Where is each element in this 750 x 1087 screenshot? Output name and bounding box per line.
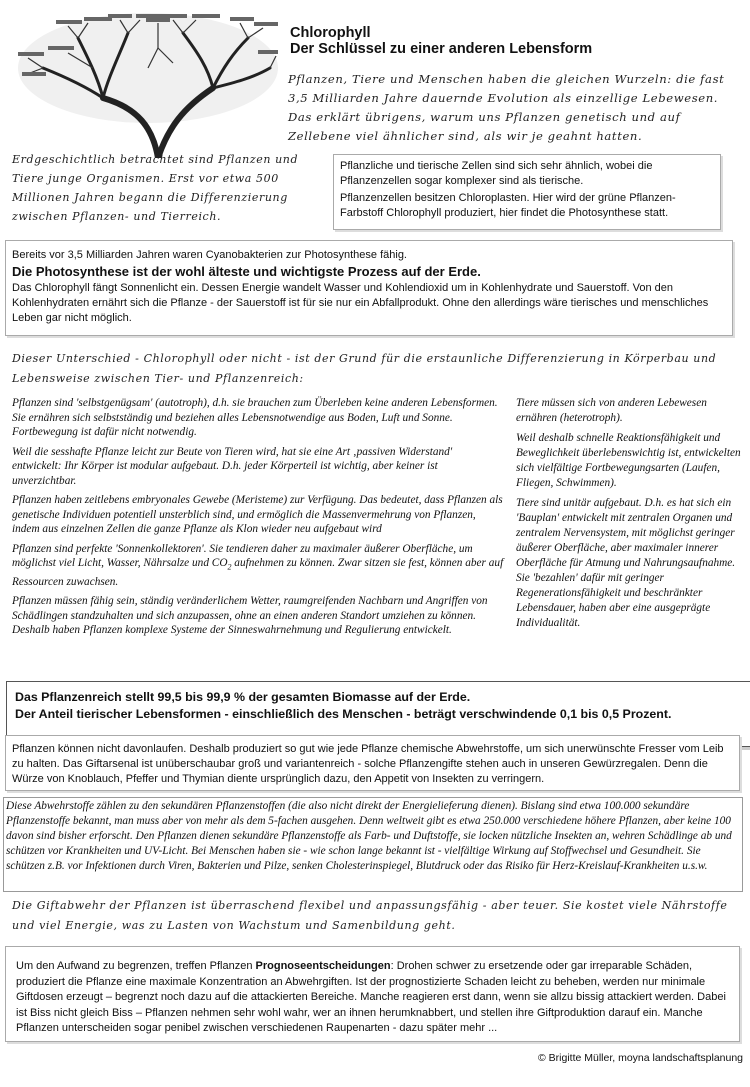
plants-paragraph-4-end: aufnehmen zu können. Zwar sitzen sie fest, können aber auf Ressourcen zuwachsen.: [12, 557, 504, 588]
plants-paragraph-1: Pflanzen sind 'selbstgenügsam' (autotroph), d.h. sie brauchen zum Überleben keine anderen Lebensformen. Sie ernähren sich selbstständig und beziehen alles Lebensnotwendige aus Boden, Luft und Sonne. Fortbewegung ist dafür nicht notwendig.: [12, 397, 498, 438]
prognosis-text-end: : Drohen schwer zu ersetzende oder gar irreparable Schäden, produziert die Pflanze eine maximale Konzentration an Abwehrgiften. Ist der prognostizierte Schaden leicht zu beheben, werden nur minimale Giftdosen erzeugt – begrenzt noch dazu auf die attackierten Bereiche. Manche reagieren erst dann, wenn sie allzu bissig attackiert werden. Dabei ist Biss nicht gleich Biss – Pflanzen nehmen sehr wohl wahr, wer an ihnen herumknabbert, und stellen ihre Giftproduktion darauf ein. Manche Pflanzen unterscheiden sogar penibel zwischen verschiedenen Raupenarten - dazu später mehr ...: [16, 960, 726, 1034]
plants-paragraph-4-start: Pflanzen sind perfekte 'Sonnenkollektoren'. Sie tendieren daher zu maximaler äußerer Oberfläche, um möglichst viel Licht, Wasser, Nährsalze und CO: [12, 542, 473, 569]
plants-column: [12, 396, 504, 643]
plants-paragraph-2: Weil die sesshafte Pflanze leicht zur Beute von Tieren wird, hat sie eine Art ‚passiven Widerstand' entwickelt: Ihr Körper ist modular aufgebaut. D.h. jeder Körperteil ist wichtig, aber keiner ist unverzichtbar.: [12, 445, 453, 487]
animals-column: [516, 396, 744, 636]
prognosis-text-start: Um den Aufwand zu begrenzen, treffen Pflanzen: [16, 960, 256, 972]
biomass-line-2: Der Anteil tierischer Lebensformen - einschließlich des Menschen - beträgt verschwindende 0,1 bis 0,5 Prozent.: [15, 707, 672, 721]
defense-box: [5, 735, 740, 791]
copyright-notice: © Brigitte Müller, moyna landschaftsplanung: [538, 1052, 744, 1064]
animals-paragraph-2: Weil deshalb schnelle Reaktionsfähigkeit und Beweglichkeit überlebenswichtig ist, entwickelten sich vielfältige Fortbewegungsarten (Laufen, Fliegen, Schwimmen).: [516, 432, 741, 489]
cell-comparison-box: [333, 154, 721, 230]
secondary-substances-text: Diese Abwehrstoffe zählen zu den sekundären Pflanzenstoffen (die also nicht direkt der Energielieferung dienen). Bislang sind etwa 100.000 sekundäre Pflanzenstoffe bekannt, man muss aber von mehr als dem 5-fachen ausgehen. Denn weltweit gibt es etwa 250.000 verschiedene höhere Pflanzen, aber keine 100 davon sind bisher erforscht. Den Pflanzen dienen sekundäre Pflanzenstoffe als Farb- und Duftstoffe, sie locken nützliche Insekten an, wehren Schädlinge ab und schützen vor Krankheiten und UV-Licht. Bei Menschen haben sie - wie schon lange bekannt ist - vielfältige Wirkung auf Stoffwechsel und Gesundheit. Sie schützen z.B. vor Infektionen durch Viren, Bakterien und Pilze, senken Cholesterinspiegel, Blutdruck oder das Risiko für Herz-Kreislauf-Krankheiten u.s.w.: [6, 800, 732, 872]
prognosis-box: [5, 946, 740, 1042]
evolution-tree-illustration: [8, 8, 280, 158]
animals-paragraph-1: Tiere müssen sich von anderen Lebewesen ernähren (heterotroph).: [516, 397, 707, 424]
intro-handwritten-text: Pflanzen, Tiere und Menschen haben die gleichen Wurzeln: die fast 3,5 Milliarden Jahre dauernde Evolution als einzellige Lebewesen. Das erklärt übrigens, warum uns Pflanzen genetisch und auf Zellebene viel ähnlicher sind, als wir je geahnt hatten.: [288, 72, 725, 143]
photosynthesis-intro: Bereits vor 3,5 Milliarden Jahren waren Cyanobakterien zur Photosynthese fähig.: [12, 249, 407, 261]
prognosis-keyword: Prognoseentscheidungen: [255, 960, 391, 972]
animals-paragraph-3: Tiere sind unitär aufgebaut. D.h. es hat sich ein 'Bauplan' entwickelt mit zentralen Organen und zentralem Nervensystem, mit möglichst geringer äußerer Oberfläche, aber maximaler innerer Oberfläche für Atmung und Nahrungsaufnahme. Sie 'bezahlen' dafür mit geringer Regenerationsfähigkeit und beschränkter Lebensdauer, haben aber eine ausgeprägte Individualität.: [516, 497, 736, 629]
page-subtitle: Der Schlüssel zu einer anderen Lebensform: [290, 41, 593, 57]
photosynthesis-heading: Die Photosynthese ist der wohl älteste und wichtigste Prozess auf der Erde.: [12, 264, 481, 279]
page-title: Chlorophyll: [290, 25, 371, 41]
plants-paragraph-5: Pflanzen müssen fähig sein, ständig veränderlichem Wetter, raumgreifenden Nachbarn und Angriffen von Schädlingen standzuhalten und sich anzupassen, ohne an einen anderen Standort umziehen zu können. Deshalb haben Pflanzen komplexe Systeme der Sinneswahrnehmung und Regulierung entwickelt.: [12, 595, 488, 637]
gift-handwritten-text: Die Giftabwehr der Pflanzen ist überraschend flexibel und anpassungsfähig - aber teuer. Sie kostet viele Nährstoffe und viel Energie, was zu Lasten von Wachstum und Samenbildung geht.: [12, 899, 728, 932]
photosynthesis-box: [5, 240, 733, 336]
co2-subscript: 2: [227, 562, 232, 572]
defense-text: Pflanzen können nicht davonlaufen. Deshalb produziert so gut wie jede Pflanze chemische Abwehrstoffe, um sich unerwünschte Fresser vom Leib zu halten. Das Giftarsenal ist unüberschaubar groß und variantenreich - solche Pflanzengifte stehen auch in unseren Gewürzregalen. Denn die Würze von Knoblauch, Pfeffer und Thymian diente ursprünglich dazu, den Appetit von Insekten zu verringern.: [12, 743, 724, 785]
plants-paragraph-4: [12, 542, 504, 590]
secondary-substances-box: [3, 797, 743, 892]
cell-box-line-1: Pflanzliche und tierische Zellen sind sich sehr ähnlich, wobei die Pflanzenzellen sogar komplexer sind als tierische.: [340, 160, 653, 187]
left-handwritten-text: Erdgeschichtlich betrachtet sind Pflanzen und Tiere junge Organismen. Erst vor etwa 500 Millionen Jahren begann die Differenzierung zwischen Pflanzen- und Tierreich.: [12, 153, 299, 223]
photosynthesis-body: Das Chlorophyll fängt Sonnenlicht ein. Dessen Energie wandelt Wasser und Kohlendioxid um in Kohlenhydrate und Sauerstoff. Von den Kohlenhydraten ernährt sich die Pflanze - der Sauerstoff ist für sie nur ein Abfallprodukt. Ohne den allerdings wäre tierisches und menschliches Leben gar nicht möglich.: [12, 282, 709, 324]
prognosis-text: [16, 959, 729, 1037]
biomass-line-1: Das Pflanzenreich stellt 99,5 bis 99,9 % der gesamten Biomasse auf der Erde.: [15, 690, 471, 704]
plants-paragraph-3: Pflanzen haben zeitlebens embryonales Gewebe (Meristeme) zur Verfügung. Das bedeutet, dass Pflanzen als genetische Individuen potentiell unsterblich sind, und ermöglich die Massenvermehrung von Pflanzen, indem aus einzelnen Zellen die ganze Pflanze als Klon wieder neu aufgebaut wird: [12, 494, 503, 535]
difference-handwritten-text: Dieser Unterschied - Chlorophyll oder nicht - ist der Grund für die erstaunliche Differenzierung in Körperbau und Lebensweise zwischen Tier- und Pflanzenreich:: [12, 352, 717, 385]
cell-box-line-2: Pflanzenzellen besitzen Chloroplasten. Hier wird der grüne Pflanzen-Farbstoff Chlorophyll produziert, hier findet die Photosynthese statt.: [340, 192, 676, 219]
